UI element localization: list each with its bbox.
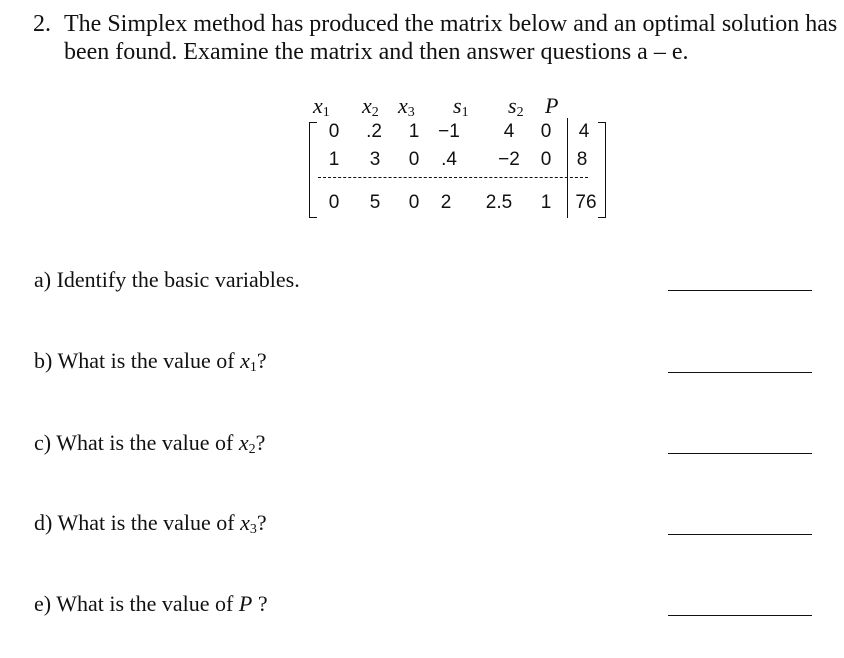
matrix-cell: −2 [498, 149, 520, 170]
matrix-cell: 1 [540, 192, 552, 213]
matrix-cell: 8 [576, 149, 588, 170]
matrix-cell: 4 [578, 121, 590, 142]
matrix-cell: 2.5 [485, 192, 513, 213]
matrix-cell: 0 [408, 149, 420, 170]
matrix-cell: .4 [441, 149, 457, 170]
matrix-cell: 3 [369, 149, 381, 170]
header-s2: $s_2$ [508, 93, 524, 120]
answer-blank-e[interactable] [668, 615, 812, 616]
question-number: 2. [33, 11, 51, 37]
header-x2: $x_2$ [362, 93, 379, 120]
answer-blank-b[interactable] [668, 372, 812, 373]
matrix-cell: −1 [438, 121, 460, 142]
subquestion-e: e) What is the value of P ? [34, 591, 268, 616]
matrix-cell: 4 [503, 121, 515, 142]
augment-divider [567, 118, 568, 218]
matrix-cell: 0 [328, 192, 340, 213]
matrix-left-bracket [309, 122, 317, 218]
header-x3: $x_3$ [398, 93, 415, 120]
matrix-cell: 0 [540, 149, 552, 170]
answer-blank-d[interactable] [668, 534, 812, 535]
matrix-cell: 5 [369, 192, 381, 213]
subquestion-d: d) What is the value of $x_3$? [34, 510, 267, 537]
header-x1: $x_1$ [313, 93, 330, 120]
matrix-cell: 1 [328, 149, 340, 170]
subquestion-a: a) Identify the basic variables. [34, 267, 300, 292]
matrix-cell: 2 [440, 192, 452, 213]
header-p: P [545, 93, 559, 118]
matrix-cell: 76 [575, 192, 597, 213]
header-s1: $s_1$ [453, 93, 469, 120]
matrix-right-bracket [598, 122, 606, 218]
subquestion-c: c) What is the value of $x_2$? [34, 430, 266, 457]
subquestion-b: b) What is the value of $x_1$? [34, 348, 267, 375]
question-text-line-2: been found. Examine the matrix and then answer questions a – e. [64, 39, 689, 65]
objective-row-divider [318, 177, 588, 178]
matrix-cell: 0 [408, 192, 420, 213]
matrix-cell: 0 [328, 121, 340, 142]
matrix-cell: 0 [540, 121, 552, 142]
answer-blank-a[interactable] [668, 290, 812, 291]
question-text-line-1: The Simplex method has produced the matrix below and an optimal solution has [64, 11, 838, 37]
matrix-cell: 1 [408, 121, 420, 142]
answer-blank-c[interactable] [668, 453, 812, 454]
matrix-cell: .2 [366, 121, 382, 142]
